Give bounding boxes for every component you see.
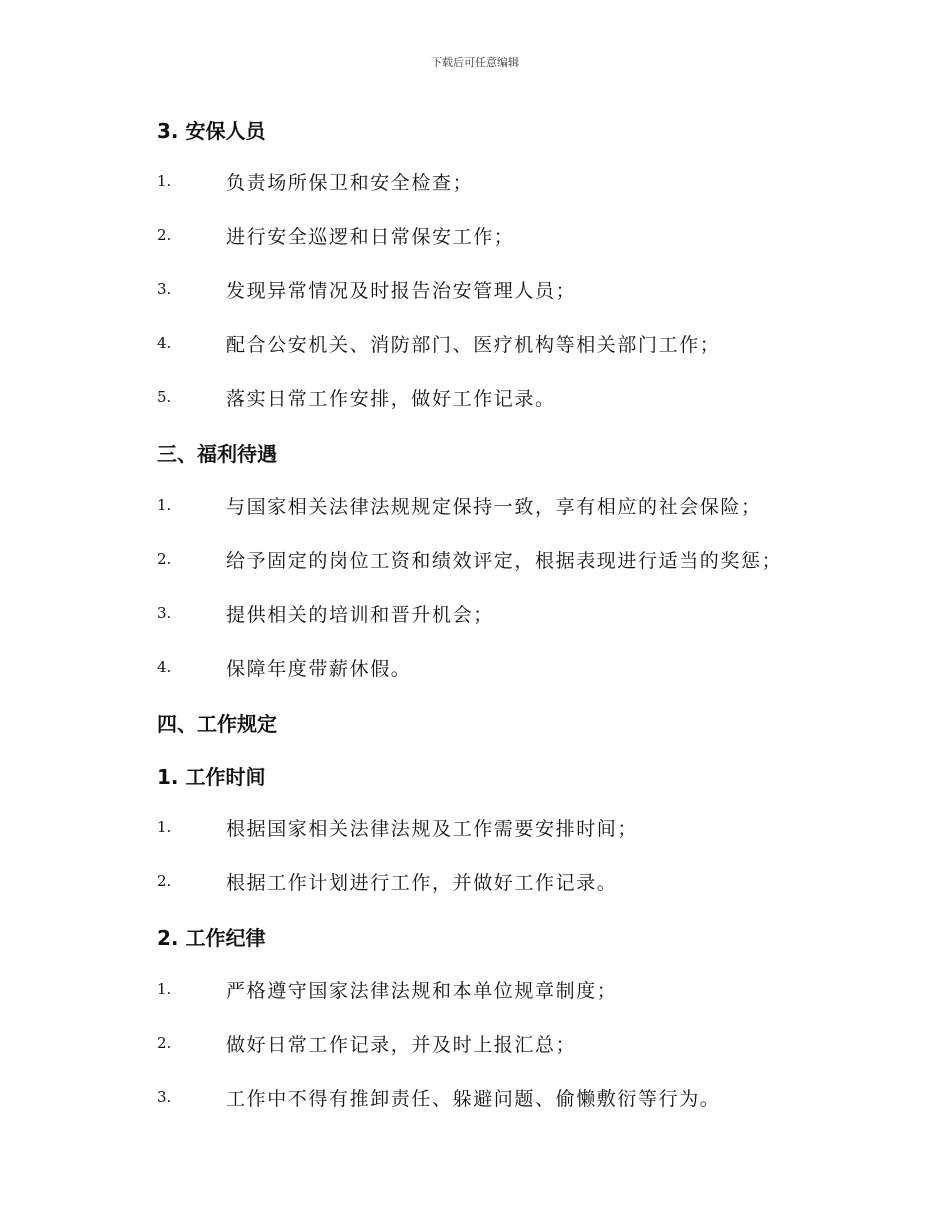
item-text: 与国家相关法律法规规定保持一致，享有相应的社会保险； bbox=[226, 496, 762, 518]
item-number: 1. bbox=[157, 818, 172, 836]
item-text: 工作中不得有推卸责任、躲避问题、偷懒敷衍等行为。 bbox=[226, 1088, 721, 1110]
item-text: 严格遵守国家法律法规和本单位规章制度； bbox=[226, 980, 618, 1002]
section-heading: 四、工作规定 bbox=[157, 712, 277, 736]
item-number: 3. bbox=[157, 280, 172, 298]
item-number: 2. bbox=[157, 226, 172, 244]
item-text: 配合公安机关、消防部门、医疗机构等相关部门工作； bbox=[226, 334, 721, 356]
item-number: 4. bbox=[157, 334, 172, 352]
item-text: 给予固定的岗位工资和绩效评定，根据表现进行适当的奖惩； bbox=[226, 550, 783, 572]
item-number: 5. bbox=[157, 388, 172, 406]
item-text: 根据国家相关法律法规及工作需要安排时间； bbox=[226, 818, 639, 840]
section-heading: 1. 工作时间 bbox=[157, 765, 266, 789]
item-text: 保障年度带薪休假。 bbox=[226, 658, 412, 680]
item-number: 1. bbox=[157, 172, 172, 190]
item-number: 4. bbox=[157, 658, 172, 676]
item-number: 1. bbox=[157, 980, 172, 998]
item-text: 进行安全巡逻和日常保安工作； bbox=[226, 226, 515, 248]
section-heading: 2. 工作纪律 bbox=[157, 926, 266, 950]
item-text: 发现异常情况及时报告治安管理人员； bbox=[226, 280, 577, 302]
item-text: 做好日常工作记录，并及时上报汇总； bbox=[226, 1034, 577, 1056]
page-header-note: 下载后可任意编辑 bbox=[431, 56, 519, 69]
item-text: 根据工作计划进行工作，并做好工作记录。 bbox=[226, 872, 618, 894]
item-number: 2. bbox=[157, 872, 172, 890]
item-text: 提供相关的培训和晋升机会； bbox=[226, 604, 494, 626]
item-number: 3. bbox=[157, 604, 172, 622]
item-number: 2. bbox=[157, 1034, 172, 1052]
item-text: 负责场所保卫和安全检查； bbox=[226, 172, 474, 194]
item-number: 1. bbox=[157, 496, 172, 514]
item-number: 2. bbox=[157, 550, 172, 568]
item-text: 落实日常工作安排，做好工作记录。 bbox=[226, 388, 556, 410]
section-heading: 三、福利待遇 bbox=[157, 442, 277, 466]
section-heading: 3. 安保人员 bbox=[157, 119, 266, 143]
item-number: 3. bbox=[157, 1088, 172, 1106]
